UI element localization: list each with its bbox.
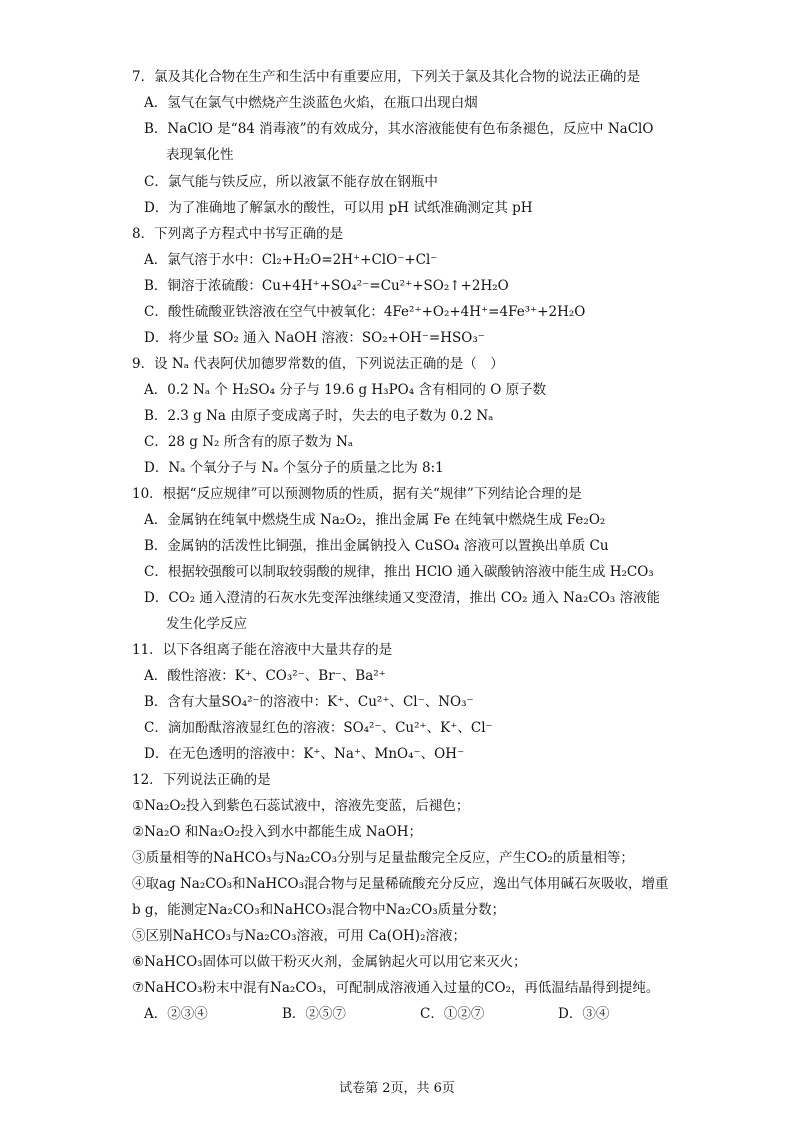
question-7-stem: 7．氯及其化合物在生产和生活中有重要应用，下列关于氯及其化合物的说法正确的是 [132,69,641,85]
question-9-option-d: D．Nₐ 个氧分子与 Nₐ 个氢分子的质量之比为 8:1 [144,460,444,476]
question-8-option-c: C．酸性硫酸亚铁溶液在空气中被氧化：4Fe²⁺+O₂+4H⁺=4Fe³⁺+2H₂O [144,304,586,320]
question-8-stem: 8．下列离子方程式中书写正确的是 [132,226,344,242]
question-12-option-d: D．③④ [558,1006,610,1022]
question-8-option-d: D．将少量 SO₂ 通入 NaOH 溶液：SO₂+OH⁻=HSO₃⁻ [144,330,485,346]
question-9-option-b: B．2.3 g Na 由原子变成离子时，失去的电子数为 0.2 Nₐ [144,408,494,424]
question-11-option-c: C．滴加酚酞溶液显红色的溶液：SO₄²⁻、Cu²⁺、K⁺、Cl⁻ [144,720,493,736]
question-12-option-b: B．②⑤⑦ [282,1006,346,1022]
question-12-statement-7: ⑦NaHCO₃粉末中混有Na₂CO₃，可配制成溶液通入过量的CO₂，再低温结晶得到提纯。 [132,980,660,996]
question-12-statement-4: ④取ag Na₂CO₃和NaHCO₃混合物与足量稀硫酸充分反应，逸出气体用碱石灰吸收，增重 [132,876,669,892]
question-12-option-a: A．②③④ [144,1006,208,1022]
question-7-option-c: C．氯气能与铁反应，所以液氯不能存放在钢瓶中 [144,174,438,190]
question-11-option-b: B．含有大量SO₄²⁻的溶液中：K⁺、Cu²⁺、Cl⁻、NO₃⁻ [144,694,474,710]
question-10-option-b: B．金属钠的活泼性比铜强，推出金属钠投入 CuSO₄ 溶液可以置换出单质 Cu [144,538,609,554]
question-10-option-a: A．金属钠在纯氧中燃烧生成 Na₂O₂，推出金属 Fe 在纯氧中燃烧生成 Fe₂O₂ [144,512,606,528]
question-12-statement-4-cont: b g，能测定Na₂CO₃和NaHCO₃混合物中Na₂CO₃质量分数； [132,902,506,918]
question-9-stem: 9．设 Nₐ 代表阿伏加德罗常数的值，下列说法正确的是（ ） [132,356,504,372]
question-10-option-d: D．CO₂ 通入澄清的石灰水先变浑浊继续通又变澄清，推出 CO₂ 通入 Na₂CO₃ 溶液能 [144,590,660,606]
question-10-option-d-cont: 发生化学反应 [166,616,247,632]
question-10-option-c: C．根据较强酸可以制取较弱酸的规律，推出 HClO 通入碳酸钠溶液中能生成 H₂CO₃ [144,564,654,580]
question-9-option-c: C．28 g N₂ 所含有的原子数为 Nₐ [144,434,354,450]
question-12-statement-2: ②Na₂O 和Na₂O₂投入到水中都能生成 NaOH； [132,824,422,840]
question-8-option-b: B．铜溶于浓硫酸：Cu+4H⁺+SO₄²⁻=Cu²⁺+SO₂↑+2H₂O [144,278,509,294]
question-7-option-d: D．为了准确地了解氯水的酸性，可以用 pH 试纸准确测定其 pH [144,200,533,216]
question-8-option-a: A．氯气溶于水中：Cl₂+H₂O=2H⁺+ClO⁻+Cl⁻ [144,252,438,268]
question-7-option-b: B．NaClO 是“84 消毒液”的有效成分，其水溶液能使有色布条褪色，反应中 NaClO [144,121,654,137]
question-12-statement-6: ⑥NaHCO₃固体可以做干粉灭火剂，金属钠起火可以用它来灭火； [132,954,527,970]
question-11-option-a: A．酸性溶液：K⁺、CO₃²⁻、Br⁻、Ba²⁺ [144,668,386,684]
question-11-stem: 11．以下各组离子能在溶液中大量共存的是 [132,642,393,658]
question-12-stem: 12．下列说法正确的是 [132,772,271,788]
page-footer: 试卷第 2页，共 6页 [339,1081,455,1096]
question-7-option-b-cont: 表现氧化性 [166,147,234,163]
question-10-stem: 10．根据“反应规律”可以预测物质的性质，据有关“规律”下列结论合理的是 [132,486,582,502]
question-11-option-d: D．在无色透明的溶液中：K⁺、Na⁺、MnO₄⁻、OH⁻ [144,746,465,762]
question-12-options [144,1002,609,1022]
question-9-option-a: A．0.2 Nₐ 个 H₂SO₄ 分子与 19.6 g H₃PO₄ 含有相同的 O 原子数 [144,382,547,398]
question-12-option-c: C．①②⑦ [420,1006,485,1022]
question-12-statement-1: ①Na₂O₂投入到紫色石蕊试液中，溶液先变蓝，后褪色； [132,798,470,814]
question-12-statement-3: ③质量相等的NaHCO₃与Na₂CO₃分别与足量盐酸完全反应，产生CO₂的质量相等； [132,850,634,866]
question-12-statement-5: ⑤区别NaHCO₃与Na₂CO₃溶液，可用 Ca(OH)₂溶液； [132,928,466,944]
question-7-option-a: A．氢气在氯气中燃烧产生淡蓝色火焰，在瓶口出现白烟 [144,95,478,111]
